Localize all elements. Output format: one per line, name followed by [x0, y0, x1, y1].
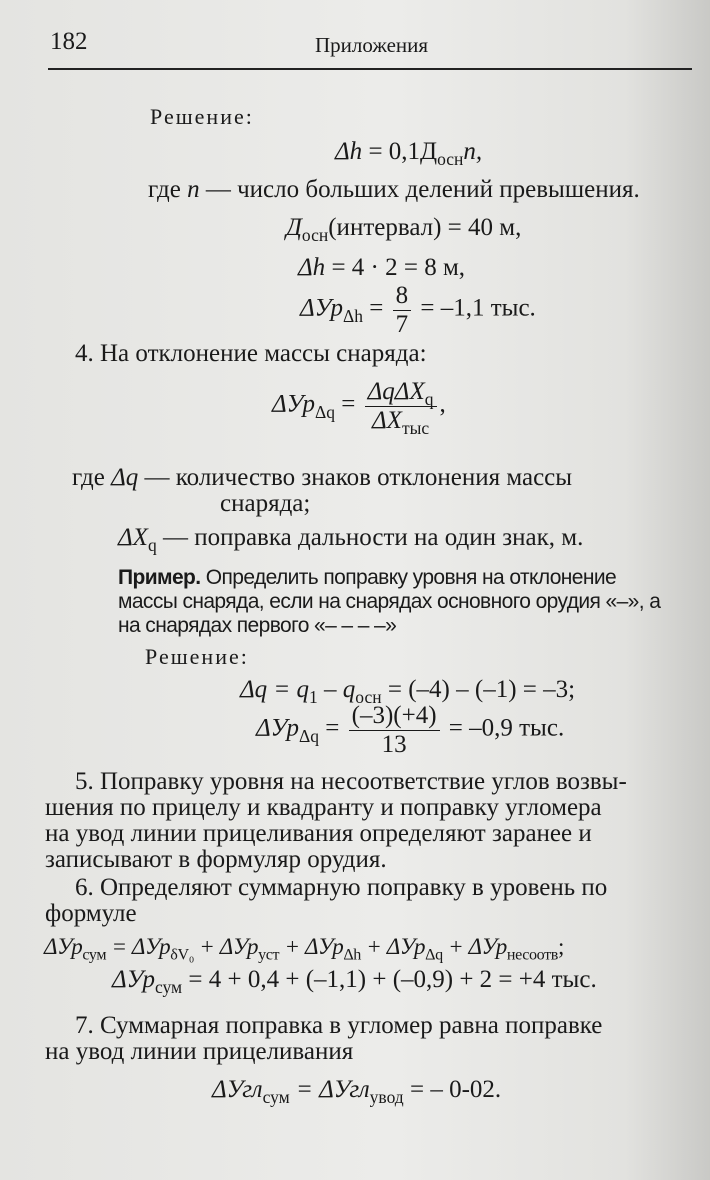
item7-line2: на увод линии прицеливания [45, 1038, 354, 1065]
sum-sub-4: Δq [425, 946, 443, 964]
formula-sum-value [112, 966, 597, 998]
formula-dq [240, 676, 576, 708]
item6-line2: формуле [45, 900, 137, 927]
def-dxq [118, 524, 584, 556]
formula-urdq-fraction [365, 378, 437, 438]
def-dxq-sub: q [147, 535, 157, 556]
formula-urdq-sub: Δq [315, 401, 336, 422]
fraction-denominator [365, 406, 437, 438]
sum-term-0: ΔУр [44, 934, 83, 959]
sum-sub-0: сум [82, 946, 107, 964]
sum-sub-2: уст [258, 946, 280, 964]
example-line2: массы снаряда, если на снарядах основного орудия «–», а [118, 590, 661, 613]
formula-urdq-eq: = [335, 390, 362, 418]
def-dxq-var: ΔX [118, 524, 148, 551]
sum-term-3: + ΔУр [279, 934, 344, 959]
sum-value-lhs: ΔУр [112, 966, 155, 993]
ugl-mid: = ΔУгл [289, 1076, 370, 1103]
formula-urdq [272, 378, 446, 438]
formula-urdq-value-tail: = –0,9 тыс. [442, 714, 565, 742]
formula-dq-b: – q [317, 676, 356, 703]
sum-term-4: + ΔУр [360, 934, 426, 959]
where-text: — число больших делений превышения. [199, 176, 640, 203]
formula-urdq-value-sub: Δq [299, 725, 320, 746]
item5-line3: на увод линии прицеливания определяют заранее и [45, 820, 592, 847]
formula-dh-value [298, 254, 465, 282]
example-line3: на снарядах первого «– – – –» [118, 614, 397, 637]
running-title: Приложения [315, 33, 429, 57]
sum-term-1: = ΔУр [106, 934, 171, 959]
formula-dh [335, 138, 483, 170]
example-line1 [118, 566, 616, 590]
formula-dq-sub1: 1 [309, 687, 318, 708]
formula-urdh-lhs: ΔУр [300, 294, 343, 322]
solution-label: Решение: [150, 104, 254, 129]
formula-dh-tail: n, [463, 138, 483, 165]
def-dq-cont: снаряда; [220, 490, 311, 517]
sum-sub-5: несоотв [506, 946, 558, 964]
formula-urdh-tail: = –1,1 тыс. [414, 294, 536, 322]
item7-line1: 7. Суммарная поправка в угломер равна поправке [75, 1012, 603, 1039]
example-text-1: Определить поправку уровня на отклонение [200, 566, 617, 589]
page-number: 182 [50, 28, 88, 55]
formula-urdq-tail: , [439, 390, 446, 418]
item6-line1: 6. Определяют суммарную поправку в уровень по [75, 874, 608, 901]
sum-term-2: + ΔУр [193, 934, 259, 959]
numerator-text: ΔqΔX [367, 378, 425, 405]
numerator-sub: q [424, 389, 434, 410]
def-dq-prefix: где [72, 464, 112, 491]
formula-urdh-sub: Δh [343, 305, 364, 326]
fraction-numerator [365, 378, 437, 410]
formula-dh-value-rhs: = 4 · 2 = 8 м, [325, 254, 466, 281]
denominator-text: ΔX [371, 406, 402, 434]
formula-dh-rhs: = 0,1Д [362, 138, 438, 165]
formula-dh-sub: осн [437, 149, 464, 170]
example-label: Пример. [118, 566, 201, 589]
header-rule [48, 68, 692, 70]
def-dq [72, 464, 572, 492]
sum-end: ; [557, 934, 564, 959]
formula-dq-c: = (–4) – (–1) = –3; [381, 676, 576, 703]
sum-value-rhs: = 4 + 0,4 + (–1,1) + (–0,9) + 2 = +4 тыс. [182, 966, 597, 993]
formula-sum [44, 934, 564, 964]
formula-urdq-value-fraction [349, 702, 440, 758]
formula-urdq-lhs: ΔУр [272, 390, 315, 418]
sum-value-sub: сум [155, 977, 183, 998]
def-dq-text: — количество знаков отклонения массы [138, 464, 573, 491]
formula-urdq-value [256, 702, 564, 758]
where-prefix: где [148, 176, 188, 203]
def-dq-var: Δq [111, 464, 139, 491]
denominator-sub: тыс [401, 417, 430, 438]
ugl-sub2: увод [369, 1087, 404, 1108]
ugl-sub1: сум [262, 1087, 290, 1108]
formula-urdq-value-lhs: ΔУр [256, 714, 299, 742]
sum-sub-3: Δh [343, 946, 361, 964]
formula-urdh [300, 282, 536, 338]
fraction-denominator: 7 [395, 310, 409, 338]
formula-dq-sub2: осн [355, 687, 382, 708]
ugl-rhs: = – 0-02. [403, 1076, 502, 1103]
where-var: n [187, 176, 200, 203]
where-n-text [148, 176, 640, 204]
formula-urdh-fraction [393, 282, 412, 338]
fraction-numerator: 8 [393, 282, 412, 311]
formula-interval-text: (интервал) = 40 м, [328, 214, 522, 241]
def-dxq-text: — поправка дальности на один знак, м. [156, 524, 584, 551]
formula-ugl [212, 1076, 502, 1108]
formula-interval-d: Д [286, 214, 302, 241]
formula-urdh-eq: = [363, 294, 390, 322]
item5-line2: шения по прицелу и квадранту и поправку угломера [45, 794, 602, 821]
item5-line4: записывают в формуляр орудия. [45, 846, 387, 873]
formula-dq-a: Δq = q [240, 676, 310, 703]
formula-interval [286, 214, 522, 246]
formula-dh-lhs: Δh [335, 138, 363, 165]
item4-heading: 4. На отклонение массы снаряда: [75, 340, 427, 367]
formula-dh-value-lhs: Δh [298, 254, 326, 281]
formula-interval-sub: осн [301, 225, 329, 246]
formula-urdq-value-eq: = [319, 714, 346, 742]
ugl-lhs: ΔУгл [212, 1076, 263, 1103]
sum-sub-1: δV₀ [170, 946, 194, 964]
item5-line1: 5. Поправку уровня на несоответствие углов возвы- [75, 768, 627, 795]
example-solution-label: Решение: [145, 644, 249, 669]
fraction-denominator: 13 [381, 730, 407, 758]
sum-term-5: + ΔУр [442, 934, 507, 959]
fraction-numerator: (–3)(+4) [349, 702, 440, 731]
